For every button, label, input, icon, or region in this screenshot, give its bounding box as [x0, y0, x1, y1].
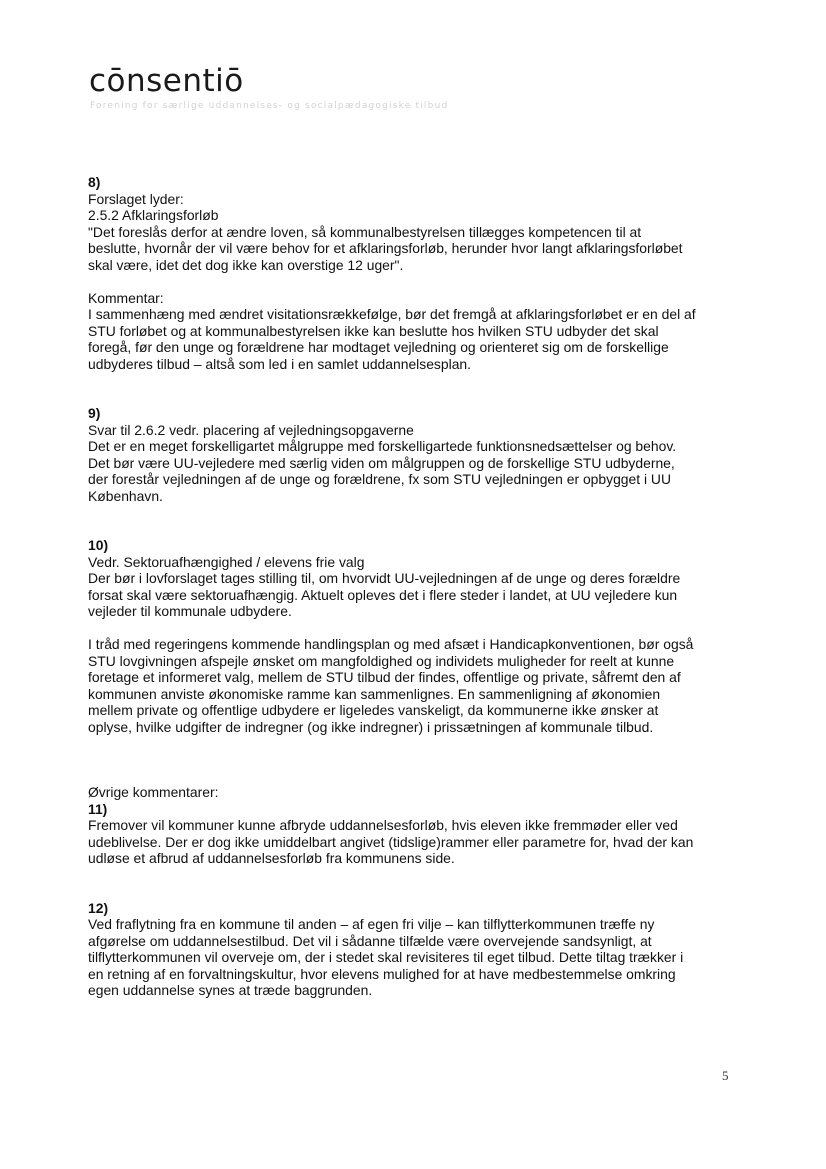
text-line: beslutte, hvornår der vil være behov for et afklaringsforløb, herunder hvor langt afklaringsforløbet: [88, 240, 683, 256]
text-line: 2.5.2 Afklaringsforløb: [88, 207, 219, 223]
text-line: Fremover vil kommuner kunne afbryde uddannelsesforløb, hvis eleven ikke fremmøder eller ved: [88, 817, 678, 833]
text-line: Det er en meget forskelligartet målgruppe med forskelligartede funktionsnedsættelser og behov.: [88, 438, 677, 454]
text-line: tilflytterkommunen vil overveje om, der i stedet skal revisiteres til eget tilbud. Dette tiltag trækker i: [88, 949, 684, 965]
other-comments-heading: Øvrige kommentarer:: [88, 784, 219, 800]
section-11: [88, 801, 748, 867]
section-number: 11): [88, 800, 108, 817]
text-line: Forslaget lyder:: [88, 190, 184, 207]
text-line: der forestår vejledningen af de unge og forældrene, fx som STU vejledningen er opbygget i UU: [88, 471, 671, 487]
text-line: Ved fraflytning fra en kommune til anden – af egen fri vilje – kan tilflytterkommunen træffe ny: [88, 916, 655, 932]
text-line: "Det foreslås derfor at ændre loven, så kommunalbestyrelsen tillægges kompetencen til at: [88, 223, 642, 240]
text-line: STU forløbet og at kommunalbestyrelsen ikke kan beslutte hos hvilken STU udbyder det skal: [88, 322, 659, 339]
text-line: oplyse, hvilke udgifter de indregner (og ikke indregner) i prissætningen af kommunale tilbud.: [88, 718, 654, 735]
text-line: I sammenhæng med ændret visitationsrækkefølge, bør det fremgå at afklaringsforløbet er en del af: [88, 306, 696, 322]
text-line: kommunen anviste økonomiske ramme kan sammenlignes. En sammenligning af økonomien: [88, 685, 661, 702]
text-line: en retning af en forvaltningskultur, hvor elevens mulighed for at have medbestemmelse omkring: [88, 965, 676, 982]
text-line: foretage et informeret valg, mellem de STU tilbud der findes, offentlige og private, såfremt den af: [88, 669, 681, 685]
section-number: 8): [88, 174, 101, 190]
text-line: Svar til 2.6.2 vedr. placering af vejledningsopgaverne: [88, 421, 414, 438]
text-line: Der bør i lovforslaget tages stilling til, om hvorvidt UU-vejledningen af de unge og deres forældre: [88, 570, 681, 586]
text-line: forsat skal være sektoruafhængig. Aktuelt opleves det i flere steder i landet, at UU vejledere kun: [88, 586, 678, 603]
text-line: udbyderes tilbud – altså som led i en samlet uddannelsesplan.: [88, 355, 472, 372]
section-10: [88, 537, 748, 735]
text-line: egen uddannelse synes at træde baggrunden.: [88, 982, 373, 998]
page-number: 5: [722, 1068, 729, 1083]
section-number: 9): [88, 405, 101, 421]
section-12: [88, 900, 748, 999]
section-8: [88, 174, 748, 372]
text-line: vejleder til kommunale udbydere.: [88, 603, 292, 619]
text-line: mellem private og offentlige udbydere er ligeledes vanskeligt, da kommunerne ikke ønsker at: [88, 702, 659, 718]
text-line: København.: [88, 487, 163, 504]
comment-label: Kommentar:: [88, 289, 164, 306]
text-line: Det bør være UU-vejledere med særlig viden om målgruppen og de forskellige STU udbyderne,: [88, 454, 675, 471]
text-line: udløse et afbrud af uddannelsesforløb fra kommunens side.: [88, 850, 455, 866]
section-number: 12): [88, 899, 109, 916]
text-line: afgørelse om uddannelsestilbud. Det vil i sådanne tilfælde være overvejende sandsynligt, at: [88, 932, 652, 949]
text-line: udeblivelse. Der er dog ikke umiddelbart angivet (tidslige)rammer eller parametre for, hvad der kan: [88, 833, 694, 850]
text-line: foregå, før den unge og forældrene har modtaget vejledning og orienteret sig om de forskellige: [88, 339, 669, 355]
text-line: skal være, idet det dog ikke kan overstige 12 uger".: [88, 256, 404, 273]
section-9: [88, 405, 748, 504]
text-line: Vedr. Sektoruafhængighed / elevens frie valg: [88, 553, 365, 570]
section-number: 10): [88, 537, 109, 553]
document-body: [88, 174, 748, 999]
text-line: I tråd med regeringens kommende handlingsplan og med afsæt i Handicapkonventionen, bør også: [88, 636, 694, 652]
logo-tagline: Forening for særlige uddannelses- og socialpædagogiske tilbud: [90, 101, 449, 111]
text-line: STU lovgivningen afspejle ønsket om mangfoldighed og individets muligheder for reelt at kunne: [88, 652, 675, 669]
consentio-logo: cōnsentiō: [89, 63, 244, 99]
